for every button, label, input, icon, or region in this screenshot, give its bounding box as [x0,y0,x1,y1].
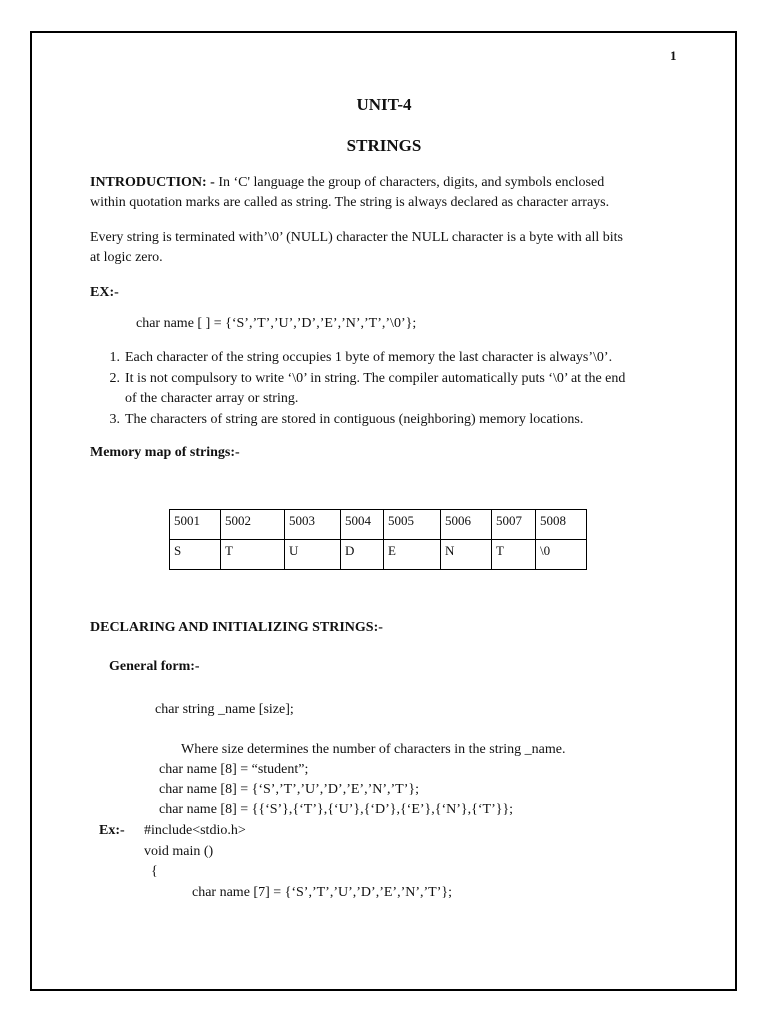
memory-map-table [169,509,587,570]
intro-paragraph [90,173,680,213]
intro-label: INTRODUCTION: - [90,175,215,190]
null-line1: Every string is terminated with’\0’ (NULL) character the NULL character is a byte with all bits [90,230,623,245]
table-cell: \0 [536,540,587,570]
table-cell: 5003 [285,510,341,540]
null-paragraph [90,228,680,268]
list-text: It is not compulsory to write ‘\0’ in string. The compiler automatically puts ‘\0’ at the end [125,371,626,386]
table-cell: 5008 [536,510,587,540]
general-form-label: General form:- [109,659,200,674]
table-cell: T [221,540,285,570]
list-text: The characters of string are stored in contiguous (neighboring) memory locations. [125,412,584,427]
table-cell: 5007 [492,510,536,540]
code-include: #include<stdio.h> [144,823,246,838]
code-declaration: char name [7] = {‘S’,’T’,’U’,’D’,’E’,’N’,’T’}; [192,885,452,900]
table-row-chars [170,540,587,570]
declaring-heading: DECLARING AND INITIALIZING STRINGS:- [90,620,383,635]
list-item [100,410,680,430]
table-cell: N [441,540,492,570]
page-number: 1 [670,48,677,63]
table-cell: E [384,540,441,570]
memory-map-heading: Memory map of strings:- [90,445,240,460]
list-item [100,348,680,368]
example-line: char name [8] = {{‘S’},{‘T’},{‘U’},{‘D’},{‘E’},{‘N’},{‘T’}}; [159,802,514,817]
ex-label: EX:- [90,285,119,300]
general-form-code: char string _name [size]; [155,702,294,717]
table-row-addresses [170,510,587,540]
table-cell: D [341,540,384,570]
table-cell: T [492,540,536,570]
example-line: char name [8] = {‘S’,’T’,’U’,’D’,’E’,’N’,’T’}; [159,782,419,797]
list-text: Each character of the string occupies 1 byte of memory the last character is always’\0’. [125,350,613,365]
table-cell: 5001 [170,510,221,540]
list-text-continued: of the character array or string. [125,391,299,406]
null-line2: at logic zero. [90,250,163,265]
table-cell: S [170,540,221,570]
table-cell: 5006 [441,510,492,540]
where-text: Where size determines the number of characters in the string _name. [181,742,566,757]
list-item [100,369,680,409]
table-cell: 5002 [221,510,285,540]
table-cell: U [285,540,341,570]
intro-line1: In ‘C' language the group of characters, digits, and symbols enclosed [214,175,605,190]
unit-heading: UNIT-4 [356,95,412,114]
list-number: 2. [109,371,120,386]
ex-code: char name [ ] = {‘S’,’T’,’U’,’D’,’E’,’N’,’T’,’\0’}; [136,316,417,331]
table-cell: 5004 [341,510,384,540]
code-main: void main () [144,844,214,859]
intro-line2: within quotation marks are called as string. The string is always declared as character arrays. [90,195,610,210]
ex2-label: Ex:- [99,823,125,838]
list-number: 3. [109,412,120,427]
list-number: 1. [109,350,120,365]
example-line: char name [8] = “student”; [159,762,309,777]
table-cell: 5005 [384,510,441,540]
page-title: STRINGS [346,136,422,155]
code-open-brace: { [151,864,158,879]
